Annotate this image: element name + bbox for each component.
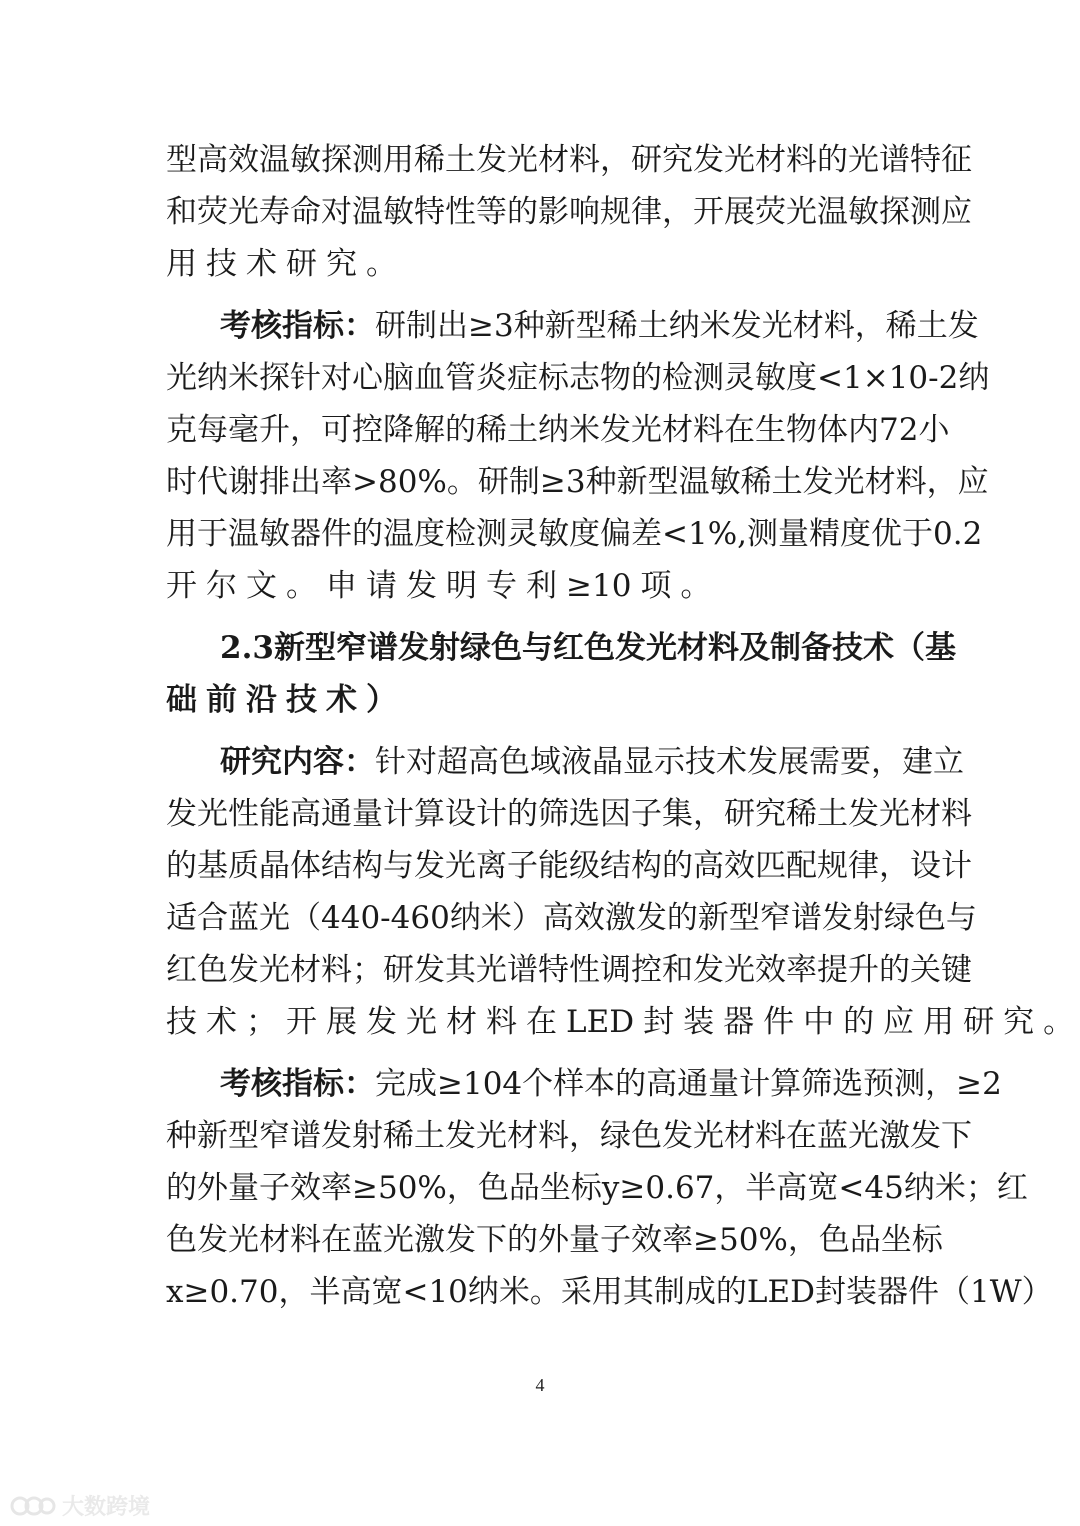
paragraph-line: x≥0.70 ， 半 高 宽 <10 纳 米 。 采 用 其 制 成 的 LED 封 装 器 件 （ 1W ） [166,1274,1053,1310]
paragraph-line: 种 新 型 窄 谱 发 射 稀 土 发 光 材 料 ， 绿 色 发 光 材 料 在 蓝 光 激 发 下 [166,1118,972,1154]
paragraph-line: 光 纳 米 探 针 对 心 脑 血 管 炎 症 标 志 物 的 检 测 灵 敏 度 <1×10-2 纳 [166,360,990,396]
paragraph-line: 用 于 温 敏 器 件 的 温 度 检 测 灵 敏 度 偏 差 <1% , 测 量 精 度 优 于 0.2 [166,516,983,552]
paragraph-line: 适 合 蓝 光 （ 440-460 纳 米 ） 高 效 激 发 的 新 型 窄 谱 发 射 绿 色 与 [166,900,977,936]
paragraph-line: 红 色 发 光 材 料 ； 研 发 其 光 谱 特 性 调 控 和 发 光 效 率 提 升 的 关 键 [166,952,972,988]
paragraph-line: 型 高 效 温 敏 探 测 用 稀 土 发 光 材 料 ， 研 究 发 光 材 料 的 光 谱 特 征 [166,142,972,178]
paragraph-line: 和 荧 光 寿 命 对 温 敏 特 性 等 的 影 响 规 律 ， 开 展 荧 光 温 敏 探 测 应 [166,194,972,230]
watermark-text: 大数跨境 [62,1494,151,1520]
page-number: 4 [535,1375,545,1395]
paragraph-line: 色 发 光 材 料 在 蓝 光 激 发 下 的 外 量 子 效 率 ≥50% ， 色 品 坐 标 [166,1222,943,1258]
paragraph-line: 考 核 指 标 ： 完 成 ≥104 个 样 本 的 高 通 量 计 算 筛 选 预 测 ， ≥2 [220,1066,1002,1102]
paragraph-line: 克 每 毫 升 ， 可 控 降 解 的 稀 土 纳 米 发 光 材 料 在 生 物 体 内 72 小 [166,412,950,448]
paragraph-line: 开 尔 文 。 申 请 发 明 专 利 ≥10 项 。 [166,568,712,604]
watermark [10,1490,150,1520]
paragraph-line: 发 光 性 能 高 通 量 计 算 设 计 的 筛 选 因 子 集 ， 研 究 稀 土 发 光 材 料 [166,796,972,832]
paragraph-line: 时 代 谢 排 出 率 >80% 。 研 制 ≥3 种 新 型 温 敏 稀 土 发 光 材 料 ， 应 [166,464,989,500]
paragraph-line: 的 外 量 子 效 率 ≥50% ， 色 品 坐 标 y≥0.67 ， 半 高 宽 <45 纳 米 ； 红 [166,1170,1028,1206]
paragraph-line: 研 究 内 容 ： 针 对 超 高 色 域 液 晶 显 示 技 术 发 展 需 要 ， 建 立 [220,744,964,780]
watermark-logo-icon [10,1492,56,1518]
section-heading-line: 础 前 沿 技 术 ） [166,682,397,718]
section-heading-line: 2.3 新 型 窄 谱 发 射 绿 色 与 红 色 发 光 材 料 及 制 备 技 术 （ 基 [220,630,956,666]
paragraph-line: 用 技 术 研 究 。 [166,246,397,282]
paragraph-line: 的 基 质 晶 体 结 构 与 发 光 离 子 能 级 结 构 的 高 效 匹 配 规 律 ， 设 计 [166,848,972,884]
paragraph-line: 技 术 ； 开 展 发 光 材 料 在 LED 封 装 器 件 中 的 应 用 研 究 。 [166,1004,1075,1040]
paragraph-line: 考 核 指 标 ： 研 制 出 ≥3 种 新 型 稀 土 纳 米 发 光 材 料 ， 稀 土 发 [220,308,979,344]
